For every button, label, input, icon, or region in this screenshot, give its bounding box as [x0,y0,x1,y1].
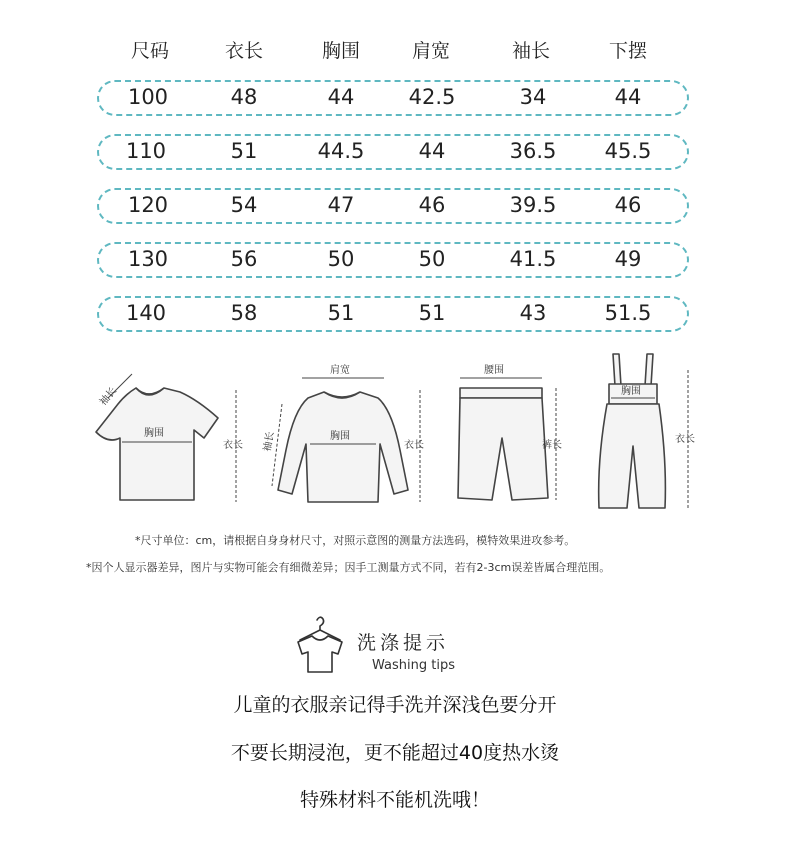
sweater-chest-label: 胸围 [330,431,350,442]
table-cell: 44.5 [317,139,365,163]
table-cell: 50 [418,247,446,271]
shorts-waist-label: 腰围 [484,365,504,376]
shorts-diagram [448,360,568,510]
shorts-length-label: 裤长 [542,440,562,451]
table-row [97,80,689,116]
table-cell: 46 [418,193,446,217]
table-cell: 41.5 [509,247,557,271]
tshirt-sleeve-label: 袖长 [97,385,120,408]
washing-line-2: 不要长期浸泡，更不能超过40度热水烫 [230,742,560,764]
sweater-length-label: 衣长 [404,440,424,451]
tshirt-length-label: 衣长 [223,440,243,451]
sweater-diagram [262,360,430,510]
washing-line-3: 特殊材料不能机洗哦！ [299,789,491,811]
table-cell: 50 [327,247,355,271]
table-cell: 130 [127,247,169,271]
table-cell: 56 [230,247,258,271]
overalls-diagram [585,350,700,514]
table-row [97,134,689,170]
table-cell: 45.5 [604,139,652,163]
table-cell: 36.5 [509,139,557,163]
table-cell: 39.5 [509,193,557,217]
header-chest: 胸围 [321,40,361,62]
table-cell: 43 [519,301,547,325]
overalls-length-label: 衣长 [675,434,695,445]
table-cell: 42.5 [408,85,456,109]
table-cell: 44 [327,85,355,109]
table-cell: 51.5 [604,301,652,325]
overalls-chest-label: 胸围 [621,386,641,397]
header-length: 衣长 [224,40,264,62]
table-cell: 51 [418,301,446,325]
header-sleeve: 袖长 [511,40,551,62]
table-cell: 110 [125,139,167,163]
table-cell: 58 [230,301,258,325]
washing-subtitle: Washing tips [372,658,455,673]
table-cell: 140 [125,301,167,325]
table-cell: 100 [127,85,169,109]
washing-title: 洗涤提示 [357,632,450,654]
table-cell: 49 [614,247,642,271]
table-cell: 51 [327,301,355,325]
header-size: 尺码 [130,40,170,62]
table-cell: 44 [614,85,642,109]
sweater-shoulder-label: 肩宽 [330,365,350,376]
washing-line-1: 儿童的衣服亲记得手洗并深浅色要分开 [233,694,557,716]
table-cell: 44 [418,139,446,163]
header-shoulder: 肩宽 [411,40,451,62]
sweater-sleeve-label: 袖长 [262,430,277,453]
tshirt-diagram [78,360,253,510]
tshirt-chest-label: 胸围 [144,428,164,439]
table-cell: 34 [519,85,547,109]
note-disclaimer: *因个人显示器差异，图片与实物可能会有细微差异；因手工测量方式不同，若有2-3cm误差皆属合理范围。 [86,561,611,574]
table-cell: 48 [230,85,258,109]
table-row [97,242,689,278]
header-hem: 下摆 [608,40,648,62]
table-cell: 47 [327,193,355,217]
table-cell: 51 [230,139,258,163]
table-cell: 54 [230,193,258,217]
hanger-shirt-icon [290,614,350,676]
table-row [97,188,689,224]
table-cell: 120 [127,193,169,217]
note-unit: *尺寸单位：cm，请根据自身身材尺寸，对照示意图的测量方法选码，模特效果进攻参考。 [135,534,576,547]
table-row [97,296,689,332]
table-cell: 46 [614,193,642,217]
